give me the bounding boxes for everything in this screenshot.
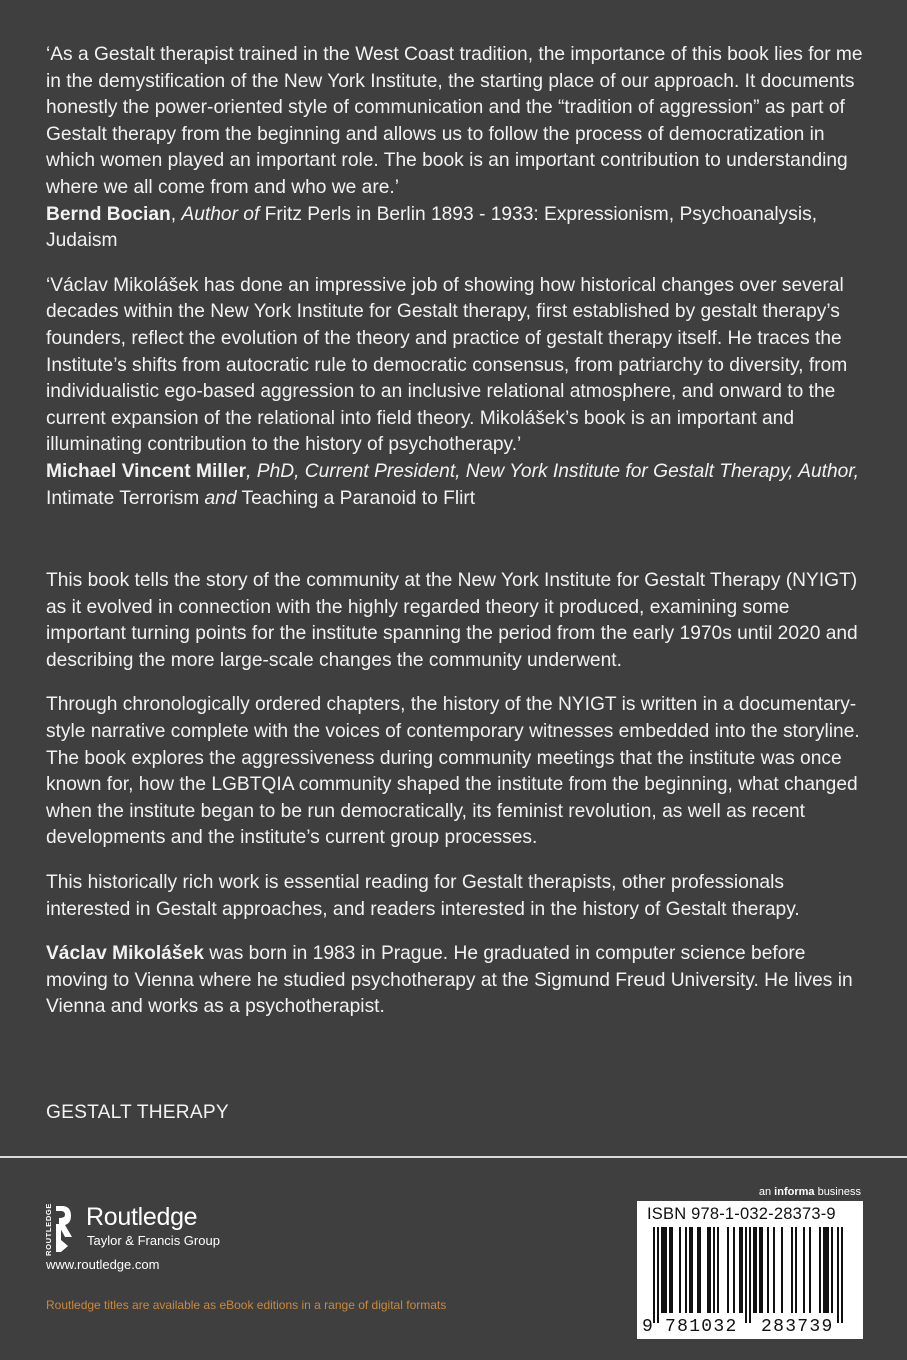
endorsement-1-sep: , (170, 203, 182, 225)
endorsement-2-title-1: Intimate Terrorism (46, 487, 205, 509)
endorsement-1-attribution (46, 204, 817, 252)
endorsement-1-role: Author of (181, 203, 260, 225)
publisher-group: Taylor & Francis Group (87, 1233, 220, 1248)
barcode-bar (727, 1227, 729, 1313)
endorsement-2-attribution (46, 461, 859, 509)
barcode-bar (749, 1227, 751, 1323)
barcode-bar (795, 1227, 797, 1313)
barcode-bar (759, 1227, 761, 1313)
endorsement-2-and: and (204, 487, 237, 509)
informa-brand: informa (774, 1186, 815, 1198)
endorsement-2-title-2: Teaching a Paranoid to Flirt (236, 487, 476, 509)
barcode-bar (837, 1227, 839, 1323)
barcode-bar (689, 1227, 691, 1313)
barcode-bar (679, 1227, 681, 1313)
endorsement-2-name: Michael Vincent Miller (46, 460, 247, 482)
barcode-bar (761, 1227, 763, 1313)
informa-tagline (680, 1185, 861, 1199)
barcode-bar (841, 1227, 843, 1323)
barcode-bars (641, 1227, 859, 1323)
informa-prefix: an (758, 1186, 775, 1198)
routledge-logo-icon (44, 1202, 74, 1256)
barcode-bar (707, 1227, 709, 1313)
barcode-bar (767, 1227, 769, 1313)
barcode-bar (699, 1227, 701, 1313)
publisher-url[interactable]: www.routledge.com (46, 1257, 160, 1272)
barcode-bar (741, 1227, 743, 1313)
publisher-name: Routledge (86, 1203, 198, 1231)
endorsement-2 (46, 273, 866, 512)
description-paragraph-3: This historically rich work is essential reading for Gestalt therapists, other professionals interested in Gestalt approaches, and readers interested in the history of Gestalt therapy. (46, 872, 800, 920)
barcode-bar (665, 1227, 667, 1313)
subject-category: GESTALT THERAPY (46, 1102, 229, 1123)
barcode-bar (709, 1227, 711, 1313)
barcode-bar (825, 1227, 827, 1313)
author-bio-text: was born in 1983 in Prague. He graduated in computer science before moving to Vienna where he studied psychotherapy at the Sigmund Freud University. He lives in Vienna and works as a psychotherapist. (46, 943, 853, 1018)
informa-suffix: business (814, 1186, 861, 1198)
endorsement-1-title: Fritz Perls in Berlin 1893 - 1933: Expressionism, Psychoanalysis, Judaism (46, 203, 818, 252)
barcode-bar (671, 1227, 673, 1313)
endorsement-1 (46, 42, 866, 255)
endorsement-1-name: Bernd Bocian (46, 203, 171, 225)
barcode-bar (697, 1227, 699, 1313)
barcode-bar (657, 1227, 659, 1323)
barcode-bar (755, 1227, 757, 1313)
barcode-bar (827, 1227, 829, 1313)
divider-line (0, 1156, 907, 1158)
barcode-bar (819, 1227, 821, 1313)
barcode-bar (669, 1227, 671, 1313)
barcode-bar (773, 1227, 775, 1313)
barcode-bar (653, 1227, 655, 1323)
isbn-barcode (637, 1201, 863, 1339)
barcode-bar (753, 1227, 755, 1313)
description-paragraph-2: Through chronologically ordered chapters, the history of the NYIGT is written in a documentary-style narrative complete with the voices of contemporary witnesses embedded into the storyline. The book explores the aggressiveness during community meetings that the institute was once known for, how the LGBTQIA community shaped the institute from the beginning, what changed when the institute began to be run democratically, its feminist revolution, as well as recent developments and the institute’s current group processes. (46, 694, 860, 849)
barcode-bar (739, 1227, 741, 1313)
barcode-bar (661, 1227, 663, 1313)
endorsement-1-quote: ‘As a Gestalt therapist trained in the West Coast tradition, the importance of this book lies for me in the demystification of the New York Institute, the starting place of our approach. It documents honestly the power-oriented style of communication and the “tradition of aggression” as part of Gestalt therapy from the beginning and allows us to follow the process of democratization in which women played an important role. The book is an important contribution to understanding where we all come from and who we are.’ (46, 44, 863, 198)
barcode-bar (717, 1227, 719, 1313)
author-bio (46, 941, 866, 1021)
barcode-bar (685, 1227, 687, 1313)
barcode-bar (791, 1227, 793, 1313)
section-gap (46, 530, 866, 568)
barcode-bar (691, 1227, 693, 1313)
barcode-bar (781, 1227, 783, 1313)
barcode-digits-left: 781032 (665, 1317, 738, 1337)
barcode-bar (803, 1227, 805, 1313)
cover-text (46, 42, 866, 1039)
barcode-bar (831, 1227, 833, 1313)
isbn-label: ISBN 978-1-032-28373-9 (647, 1205, 836, 1223)
barcode-bar (809, 1227, 811, 1313)
endorsement-2-quote: ‘Václav Mikolášek has done an impressive job of showing how historical changes over several decades within the New York Institute for Gestalt therapy, first established by gestalt therapy’s founders, reflect the evolution of the theory and practice of gestalt therapy itself. He traces the Institute’s shifts from autocratic rule to democratic consensus, from patriarchy to diversity, from individualistic ego-based aggression to an inclusive relational atmosphere, and onward to the current expansion of the relational into field theory. Mikolášek’s book is an important and illuminating contribution to the history of psychotherapy.’ (46, 274, 848, 456)
author-name: Václav Mikolášek (46, 943, 204, 965)
endorsement-2-role: , PhD, Current President, New York Institute for Gestalt Therapy, Author, (246, 460, 859, 482)
barcode-bar (745, 1227, 747, 1323)
barcode-bar (663, 1227, 665, 1313)
barcode-bar (713, 1227, 715, 1313)
barcode-bar (733, 1227, 735, 1313)
description-paragraph-1: This book tells the story of the community at the New York Institute for Gestalt Therapy (NYIGT) as it evolved in connection with the highly regarded theory it produced, examining some important turning points for the institute spanning the period from the early 1970s until 2020 and describing the more large-scale changes the community underwent. (46, 570, 858, 671)
barcode-bar (823, 1227, 825, 1313)
ebook-availability-note: Routledge titles are available as eBook editions in a range of digital formats (46, 1298, 447, 1312)
barcode-digits-right: 283739 (761, 1317, 834, 1337)
barcode-digit-first: 9 (642, 1317, 653, 1337)
routledge-logo-wordmark: ROUTLEDGE (44, 1202, 53, 1256)
